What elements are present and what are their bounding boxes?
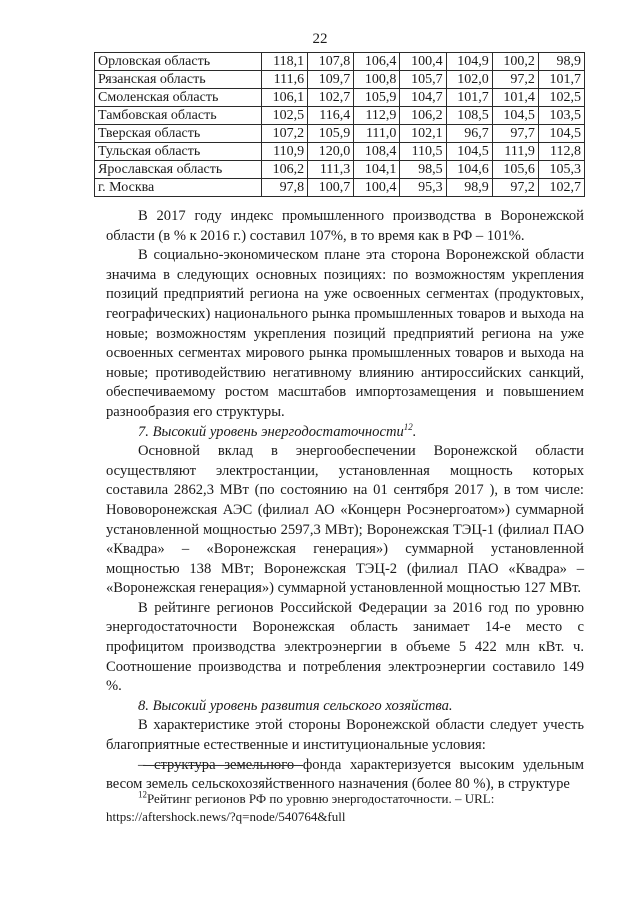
value-cell: 111,3	[308, 161, 354, 179]
value-cell: 104,5	[446, 143, 492, 161]
value-cell: 112,8	[538, 143, 584, 161]
table-row	[95, 161, 585, 179]
value-cell: 112,9	[354, 107, 400, 125]
value-cell: 105,9	[308, 125, 354, 143]
region-cell: Ярославская область	[95, 161, 262, 179]
value-cell: 111,0	[354, 125, 400, 143]
region-cell: Рязанская область	[95, 71, 262, 89]
value-cell: 100,4	[400, 53, 446, 71]
value-cell: 118,1	[262, 53, 308, 71]
value-cell: 104,6	[446, 161, 492, 179]
table-row	[95, 89, 585, 107]
value-cell: 108,5	[446, 107, 492, 125]
value-cell: 102,7	[538, 179, 584, 197]
region-cell: Тверская область	[95, 125, 262, 143]
value-cell: 97,2	[492, 71, 538, 89]
value-cell: 104,5	[492, 107, 538, 125]
value-cell: 108,4	[354, 143, 400, 161]
paragraph: В 2017 году индекс промышленного производства в Воронежской области (в % к 2016 г.) составил 107%, в то время как в РФ – 101%.	[106, 208, 584, 244]
value-cell: 100,8	[354, 71, 400, 89]
value-cell: 106,4	[354, 53, 400, 71]
value-cell: 102,1	[400, 125, 446, 143]
value-cell: 105,7	[400, 71, 446, 89]
value-cell: 116,4	[308, 107, 354, 125]
value-cell: 104,7	[400, 89, 446, 107]
value-cell: 105,6	[492, 161, 538, 179]
value-cell: 105,9	[354, 89, 400, 107]
paragraph: Основной вклад в энергообеспечении Воронежской области осуществляют электростанции, установленная мощность которых составила 2862,3 МВт (по состоянию на 01 сентября 2017 ), в том числе: Нововоронежская АЭС (филиал АО «Концерн Росэнергоатом») суммарной установленной мощностью 2597,3 МВт); Воронежская ТЭЦ-1 (филиал ПАО «Квадра» – «Воронежская генерация») суммарной установленной мощностью 138 МВт; Воронежская ТЭЦ-2 (филиал ПАО «Квадра» – «Воронежская генерация») суммарной установленной мощностью 127 МВт.	[106, 443, 584, 597]
value-cell: 101,4	[492, 89, 538, 107]
table-row	[95, 107, 585, 125]
value-cell: 104,9	[446, 53, 492, 71]
value-cell: 100,4	[354, 179, 400, 197]
value-cell: 101,7	[538, 71, 584, 89]
table-row	[95, 179, 585, 197]
value-cell: 101,7	[446, 89, 492, 107]
value-cell: 100,7	[308, 179, 354, 197]
section-heading: 8. Высокий уровень развития сельского хозяйства.	[138, 697, 453, 714]
region-cell: Орловская область	[95, 53, 262, 71]
page-number: 22	[312, 31, 328, 47]
value-cell: 102,5	[262, 107, 308, 125]
body-text	[106, 207, 584, 795]
value-cell: 102,0	[446, 71, 492, 89]
value-cell: 102,7	[308, 89, 354, 107]
region-cell: Тульская область	[95, 143, 262, 161]
value-cell: 97,2	[492, 179, 538, 197]
section-heading: 7. Высокий уровень энергодостаточности$^{12}$.	[138, 421, 417, 440]
value-cell: 98,9	[446, 179, 492, 197]
region-cell: Тамбовская область	[95, 107, 262, 125]
value-cell: 111,6	[262, 71, 308, 89]
footnote-ref: 12	[403, 421, 413, 432]
paragraph: В социально-экономическом плане эта сторона Воронежской области значима в следующих основных позициях: по возможностям укрепления позиций предприятий региона на уже освоенных сегментах (продуктовых, географических) национального рынка промышленных товаров и выхода на новые; возможностям укрепления позиций предприятий региона на уже освоенных сегментах мирового рынка промышленных товаров и выхода на новые; противодействию негативному влиянию антироссийских санкций, обеспечиваемому ростом масштабов импортозамещения и повышением разнообразия его структуры.	[106, 247, 584, 420]
value-cell: 106,2	[262, 161, 308, 179]
value-cell: 109,7	[308, 71, 354, 89]
value-cell: 104,1	[354, 161, 400, 179]
value-cell: 103,5	[538, 107, 584, 125]
value-cell: 97,8	[262, 179, 308, 197]
table-row	[95, 143, 585, 161]
industrial-index-table	[94, 52, 585, 197]
table-row	[95, 53, 585, 71]
value-cell: 102,5	[538, 89, 584, 107]
value-cell: 95,3	[400, 179, 446, 197]
value-cell: 105,3	[538, 161, 584, 179]
value-cell: 106,1	[262, 89, 308, 107]
value-cell: 120,0	[308, 143, 354, 161]
value-cell: 96,7	[446, 125, 492, 143]
value-cell: 104,5	[538, 125, 584, 143]
value-cell: 97,7	[492, 125, 538, 143]
paragraph: В характеристике этой стороны Воронежской области следует учесть благоприятные естественные и институциональные условия:	[106, 717, 584, 754]
heading-text: 7. Высокий уровень энергодостаточности	[138, 423, 404, 440]
value-cell: 111,9	[492, 143, 538, 161]
region-cell: Смоленская область	[95, 89, 262, 107]
footnote-url: https://aftershock.news/?q=node/540764&full	[106, 809, 346, 824]
value-cell: 98,9	[538, 53, 584, 71]
footnote-divider	[143, 765, 303, 766]
value-cell: 98,5	[400, 161, 446, 179]
value-cell: 106,2	[400, 107, 446, 125]
paragraph: – структура земельного фонда характеризуется высоким удельным весом земель сельскохозяйственного назначения (более 80 %), в структуре	[106, 756, 584, 793]
value-cell: 107,2	[262, 125, 308, 143]
footnote-mark: 12	[138, 789, 147, 800]
footnote-text: Рейтинг регионов РФ по уровню энергодостаточности. – URL:	[147, 791, 495, 806]
table-row	[95, 71, 585, 89]
value-cell: 100,2	[492, 53, 538, 71]
footnote	[106, 790, 584, 826]
value-cell: 107,8	[308, 53, 354, 71]
region-cell: г. Москва	[95, 179, 262, 197]
value-cell: 110,5	[400, 143, 446, 161]
value-cell: 110,9	[262, 143, 308, 161]
paragraph: В рейтинге регионов Российской Федерации за 2016 год по уровню энергодостаточности Воронежская область занимает 14-е место с профицитом производства электроэнергии в объеме 5 422 млн кВт. ч. Соотношение производства и потребления электроэнергии составило 149 %.	[106, 599, 584, 695]
table-row	[95, 125, 585, 143]
